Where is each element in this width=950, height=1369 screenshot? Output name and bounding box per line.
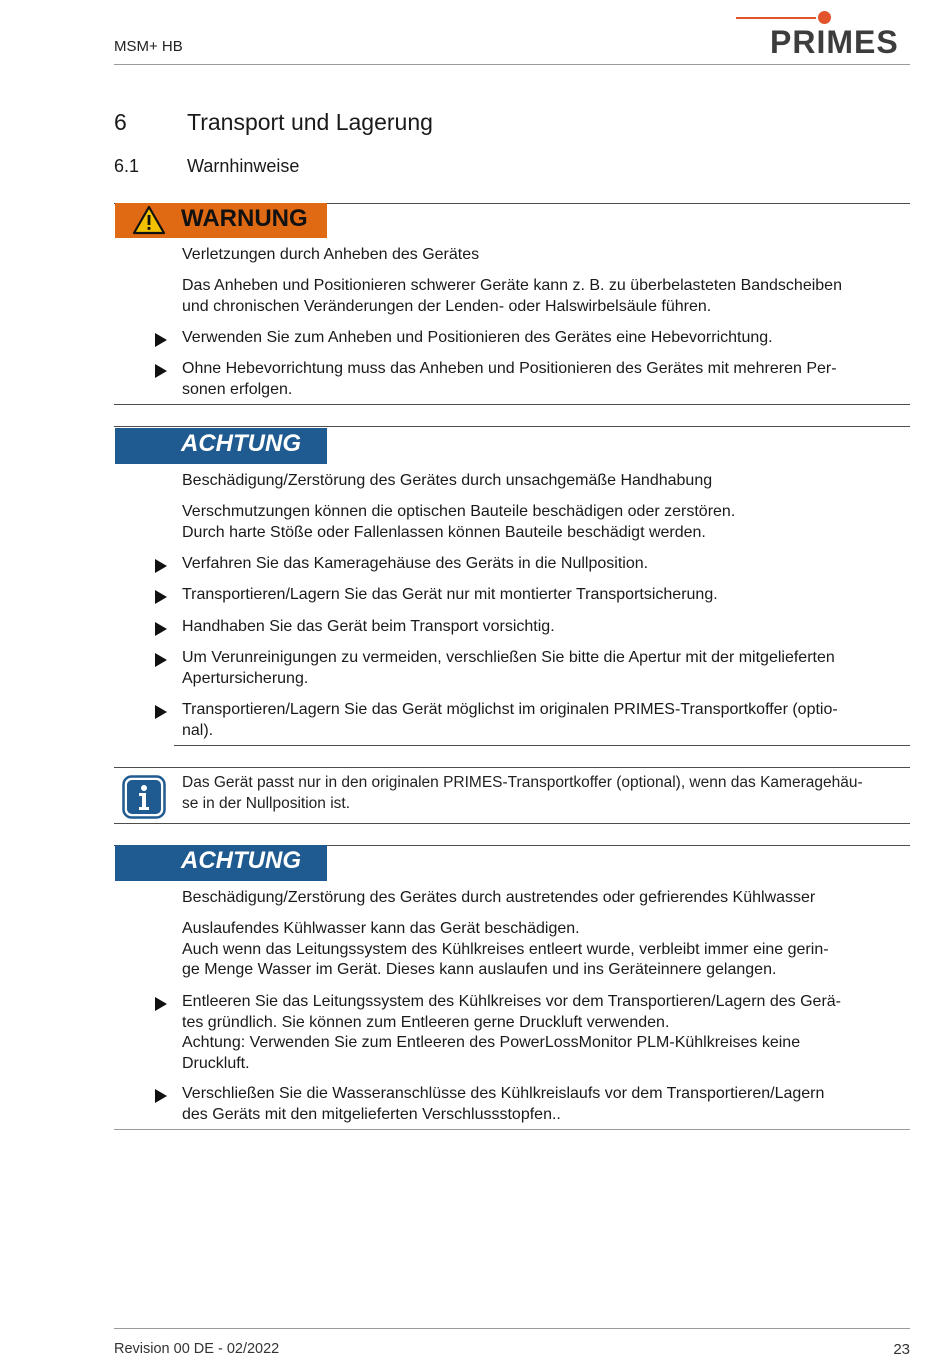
bullet-arrow-icon: [155, 559, 167, 573]
bullet-arrow-icon: [155, 333, 167, 347]
info-text-line: se in der Nullposition ist.: [182, 794, 350, 812]
caution1-bullet: [182, 648, 912, 689]
caution1-bullet-line: Transportieren/Lagern Sie das Gerät möglichst im originalen PRIMES-Transportkoffer (optio-: [182, 701, 838, 718]
caution2-text-line: ge Menge Wasser im Gerät. Dieses kann auslaufen und ins Geräteinnere gelangen.: [182, 961, 777, 978]
caution1-title: Beschädigung/Zerstörung des Gerätes durch unsachgemäße Handhabung: [182, 472, 713, 489]
warning-bullet-line: Verwenden Sie zum Anheben und Positionieren des Gerätes eine Hebevorrichtung.: [182, 329, 773, 346]
header-rule: [114, 64, 910, 65]
info-text: [182, 773, 912, 814]
caution1-bullet-line: Handhaben Sie das Gerät beim Transport vorsichtig.: [182, 618, 555, 635]
caution2-bottom-rule: [114, 1129, 910, 1130]
caution1-text-line: Durch harte Stöße oder Fallenlassen können Bauteile beschädigt werden.: [182, 523, 706, 541]
caution1-bullet-line: Transportieren/Lagern Sie das Gerät nur mit montierter Transportsicherung.: [182, 586, 718, 603]
warning-label: WARNUNG: [181, 205, 308, 232]
warning-bullet-line: Ohne Hebevorrichtung muss das Anheben und Positionieren des Gerätes mit mehreren Per-: [182, 360, 837, 377]
logo-line: [736, 17, 816, 19]
caution2-bullet-line: Verschließen Sie die Wasseranschlüsse des Kühlkreislaufs vor dem Transportieren/Lagern: [182, 1085, 825, 1102]
caution1-bullet: [182, 700, 912, 741]
bullet-arrow-icon: [155, 364, 167, 378]
chapter-title: Transport und Lagerung: [187, 109, 433, 135]
caution1-bullet: [182, 585, 912, 606]
caution2-text-line: Auch wenn das Leitungssystem des Kühlkreises entleert wurde, verbleibt immer eine gerin-: [182, 940, 829, 958]
section-title: Warnhinweise: [187, 156, 300, 176]
chapter-number: 6: [114, 109, 127, 135]
caution1-text-line: Verschmutzungen können die optischen Bauteile beschädigen oder zerstören.: [182, 503, 736, 520]
caution1-bullet: [182, 617, 912, 638]
caution2-bullet-line: Entleeren Sie das Leitungssystem des Kühlkreises vor dem Transportieren/Lagern des Gerä-: [182, 993, 842, 1010]
warning-title: Verletzungen durch Anheben des Gerätes: [182, 246, 480, 263]
caution2-bullet-line: tes gründlich. Sie können zum Entleeren gerne Druckluft verwenden.: [182, 1013, 670, 1031]
footer-rule: [114, 1328, 910, 1329]
caution1-bullet: [182, 554, 912, 575]
warning-bullet: [182, 328, 912, 349]
page-number: 23: [893, 1341, 910, 1358]
warning-bottom-rule: [114, 404, 910, 405]
logo-text: PRIMES: [770, 24, 899, 60]
info-text-line: Das Gerät passt nur in den originalen PRIMES-Transportkoffer (optional), wenn das Kameragehäu-: [182, 774, 863, 791]
caution1-label: ACHTUNG: [181, 430, 301, 457]
caution1-bullet-line: Verfahren Sie das Kameragehäuse des Geräts in die Nullposition.: [182, 555, 649, 572]
warning-badge: [115, 203, 327, 238]
caution2-label: ACHTUNG: [181, 847, 301, 874]
caution2-badge: [115, 845, 327, 881]
caution2-bullet-line: Druckluft.: [182, 1054, 250, 1072]
caution1-text: [182, 502, 912, 543]
bullet-arrow-icon: [155, 622, 167, 636]
bullet-arrow-icon: [155, 705, 167, 719]
info-icon: [122, 775, 166, 819]
footer-revision: Revision 00 DE - 02/2022: [114, 1341, 280, 1357]
primes-logo: [736, 8, 908, 58]
caution2-bullet: [182, 1084, 912, 1125]
bullet-arrow-icon: [155, 997, 167, 1011]
caution1-bullet-line: nal).: [182, 721, 214, 739]
bullet-arrow-icon: [155, 653, 167, 667]
caution1-bottom-rule: [174, 745, 910, 746]
warning-text-line: und chronischen Veränderungen der Lenden- oder Halswirbelsäule führen.: [182, 297, 712, 315]
warning-triangle-icon: [132, 205, 166, 235]
logo-dot: [818, 11, 831, 24]
caution2-bullet-line: Achtung: Verwenden Sie zum Entleeren des PowerLossMonitor PLM-Kühlkreises keine: [182, 1034, 801, 1051]
warning-bullet: [182, 359, 912, 400]
caution1-bullet-line: Apertursicherung.: [182, 669, 309, 687]
info-top-rule: [114, 767, 910, 768]
warning-text: [182, 276, 912, 317]
caution2-text-line: Auslaufendes Kühlwasser kann das Gerät beschädigen.: [182, 920, 580, 937]
caution2-title: Beschädigung/Zerstörung des Gerätes durch austretendes oder gefrierendes Kühlwasser: [182, 889, 816, 906]
info-bottom-rule: [114, 823, 910, 824]
caution2-bullet-line: des Geräts mit den mitgelieferten Verschlussstopfen..: [182, 1105, 561, 1123]
header-doc-title: MSM+ HB: [114, 38, 183, 55]
warning-text-line: Das Anheben und Positionieren schwerer Geräte kann z. B. zu überbelasteten Bandscheiben: [182, 277, 842, 294]
caution1-badge: [115, 428, 327, 464]
caution2-bullet: [182, 992, 912, 1074]
caution2-text: [182, 919, 912, 981]
section-number: 6.1: [114, 156, 140, 176]
bullet-arrow-icon: [155, 590, 167, 604]
bullet-arrow-icon: [155, 1089, 167, 1103]
warning-bullet-line: sonen erfolgen.: [182, 380, 293, 398]
caution1-top-rule: [114, 426, 910, 427]
caution1-bullet-line: Um Verunreinigungen zu vermeiden, verschließen Sie bitte die Apertur mit der mitgelieferten: [182, 649, 835, 666]
